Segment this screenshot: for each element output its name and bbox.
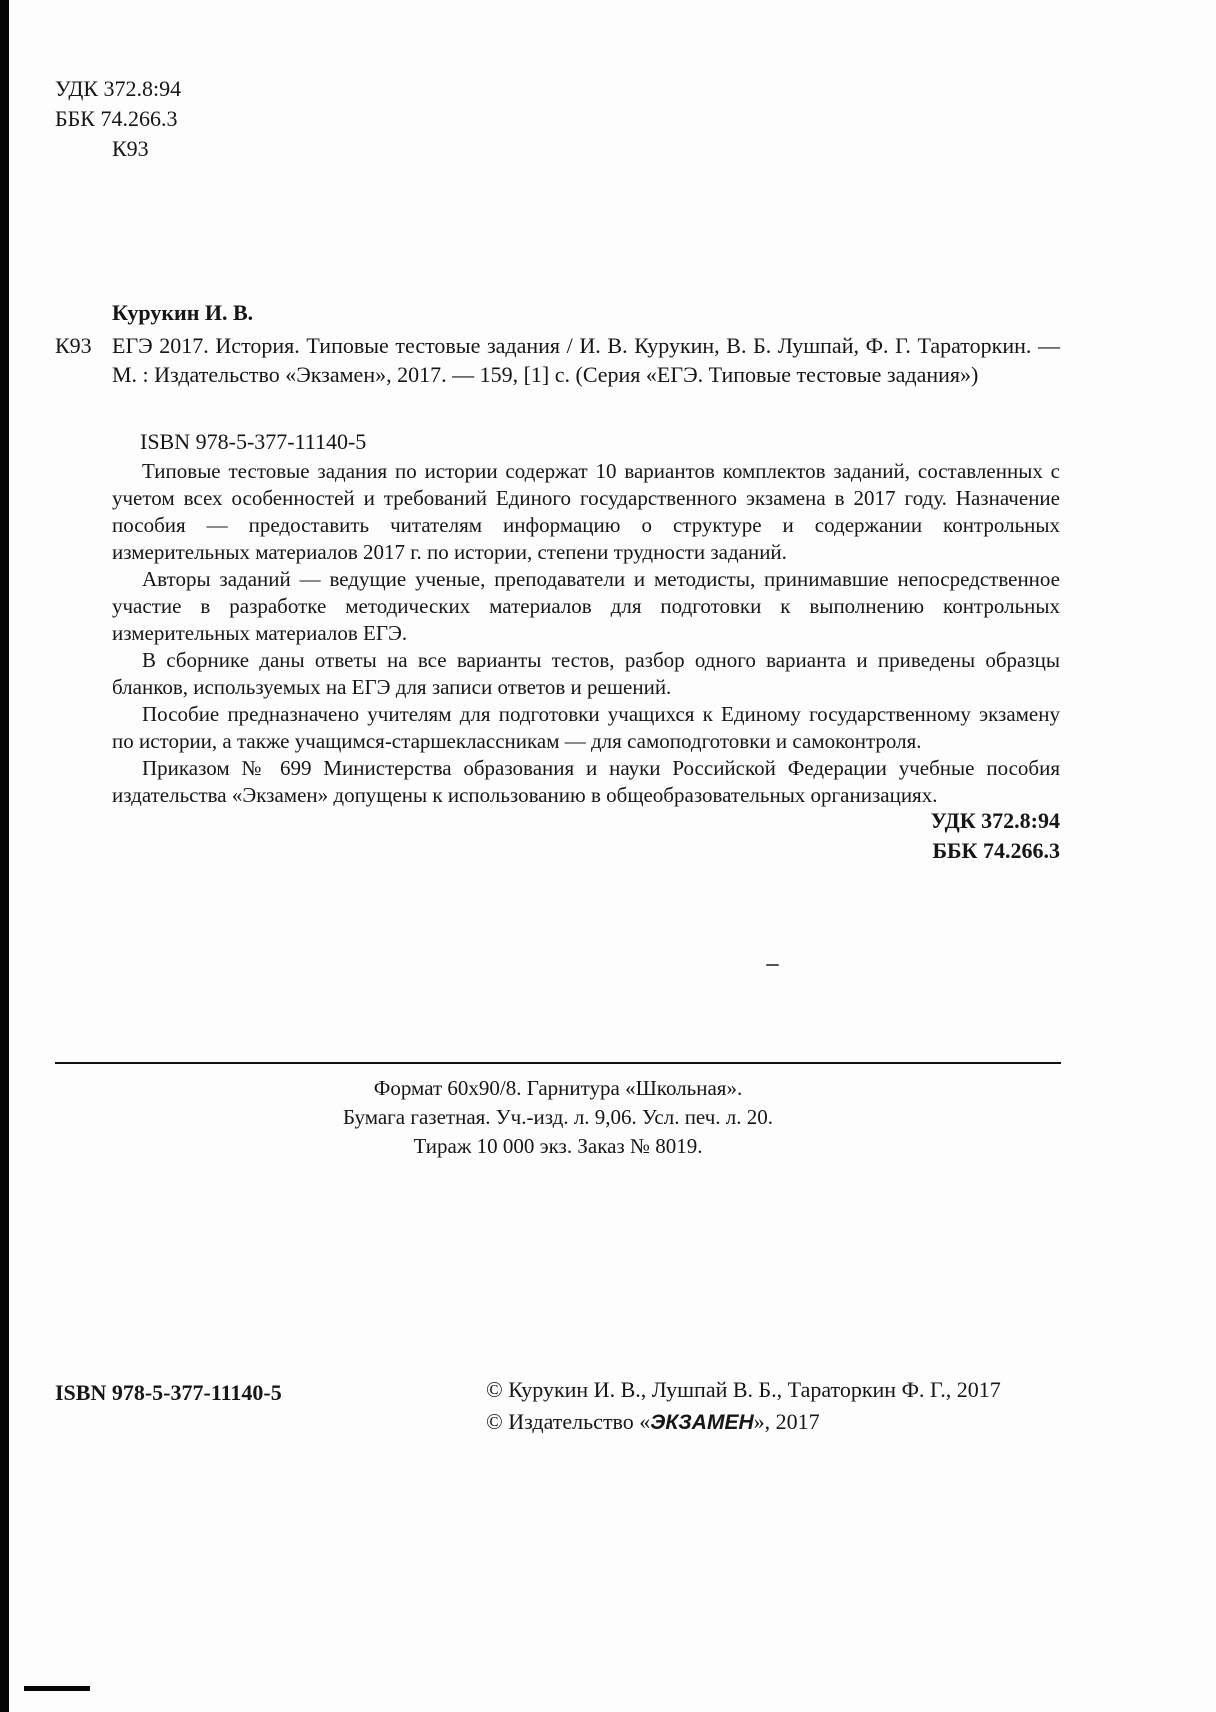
footer-isbn: ISBN 978-5-377-11140-5 [55, 1380, 282, 1405]
bibliographic-entry: ЕГЭ 2017. История. Типовые тестовые задания / И. В. Курукин, В. Б. Лушпай, Ф. Г. Тараторкин. — М. : Издательство «Экзамен», 2017. — 159, [1] с. (Серия «ЕГЭ. Типовые тестовые задания») [112, 333, 1060, 387]
scan-bottom-artifact [24, 1686, 90, 1691]
copyright-block [486, 1374, 1106, 1439]
copyright-authors-line: © Курукин И. В., Лушпай В. Б., Тараторкин Ф. Г., 2017 [486, 1377, 1001, 1402]
annotation-paragraph: В сборнике даны ответы на все варианты тестов, разбор одного варианта и приведены образцы бланков, используемых на ЕГЭ для записи ответов и решений. [112, 648, 1060, 699]
bbk-code-top: ББК 74.266.3 [55, 106, 178, 131]
copyright-publisher-suffix: », 2017 [753, 1409, 820, 1434]
scan-edge-artifact [0, 0, 9, 1712]
udc-code-top: УДК 372.8:94 [55, 76, 182, 101]
classification-codes-top [55, 74, 181, 164]
isbn-catalog-line: ISBN 978-5-377-11140-5 [140, 429, 367, 454]
scan-dash-artifact [766, 964, 779, 966]
colophon-format-line: Формат 60х90/8. Гарнитура «Школьная». [373, 1076, 743, 1100]
bib-margin-code: К93 [55, 333, 92, 358]
author-heading: Курукин И. В. [112, 300, 254, 325]
publisher-brand: ЭКЗАМЕН [650, 1411, 754, 1434]
print-colophon [55, 1074, 1061, 1161]
author-sign-top: К93 [112, 136, 149, 161]
classification-codes-right [110, 806, 1060, 866]
annotation-paragraph: Типовые тестовые задания по истории содержат 10 вариантов комплектов заданий, составленных с учетом всех особенностей и требований Единого государственного экзамена в 2017 году. Назначение пособия — предоставить читателям информацию о структуре и содержании контрольных измерительных материалов 2017 г. по истории, степени трудности заданий. [112, 459, 1060, 564]
horizontal-rule [55, 1062, 1061, 1064]
annotation-paragraph: Приказом № 699 Министерства образования и науки Российской Федерации учебные пособия издательства «Экзамен» допущены к использованию в общеобразовательных организациях. [112, 756, 1060, 807]
copyright-publisher-line [486, 1406, 1106, 1439]
annotation-paragraph: Авторы заданий — ведущие ученые, преподаватели и методисты, принимавшие непосредственное участие в разработке методических материалов для подготовки к выполнению контрольных измерительных материалов ЕГЭ. [112, 567, 1060, 645]
colophon-print-run-line: Тираж 10 000 экз. Заказ № 8019. [413, 1134, 703, 1158]
annotation-block [112, 458, 1060, 809]
udc-code-right: УДК 372.8:94 [930, 808, 1060, 833]
copyright-publisher-prefix: © Издательство « [486, 1409, 651, 1434]
annotation-paragraph: Пособие предназначено учителям для подготовки учащихся к Единому государственному экзамену по истории, а также учащимся-старшеклассникам — для самоподготовки и самоконтроля. [112, 702, 1060, 753]
colophon-paper-line: Бумага газетная. Уч.-изд. л. 9,06. Усл. печ. л. 20. [342, 1105, 774, 1129]
bbk-code-right: ББК 74.266.3 [932, 838, 1060, 863]
